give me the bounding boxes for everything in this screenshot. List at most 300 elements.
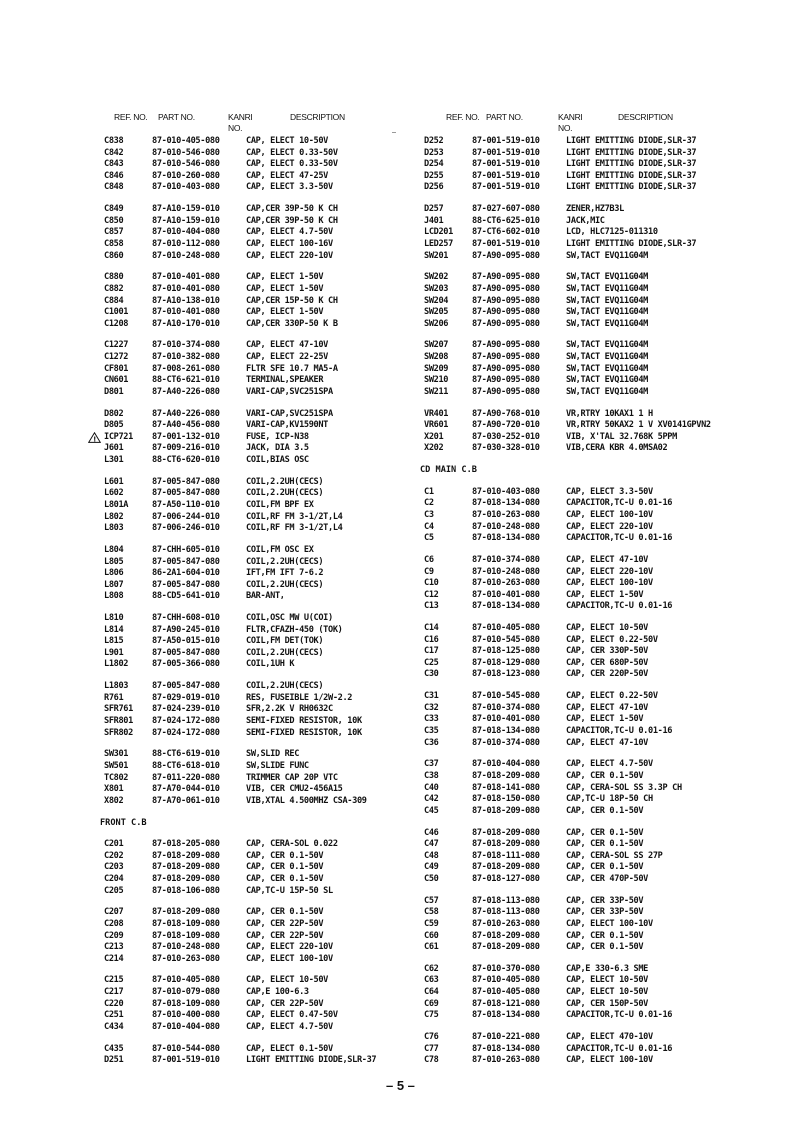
description: CAP, ELECT 0.1-50V: [246, 1043, 333, 1054]
parts-group: [104, 975, 424, 1033]
description: SW,SLIDE FUNC: [246, 761, 309, 771]
parts-row: [93, 431, 424, 444]
ref-no: C9: [424, 566, 434, 577]
ref-no: C434: [104, 1021, 124, 1032]
ref-no: L810: [104, 613, 124, 624]
ref-no: SFR801: [104, 716, 133, 727]
description: CAP, CER 330P-50V: [566, 646, 649, 657]
parts-row: [424, 227, 744, 239]
ref-no: C213: [104, 942, 124, 953]
description: SW,TACT EVQ11G04M: [566, 340, 649, 351]
part-no: 87-001-519-010: [472, 136, 540, 146]
parts-row: [424, 907, 744, 919]
part-no: 87-010-221-080: [472, 1032, 540, 1043]
warning-triangle-icon: [88, 432, 101, 448]
part-no: 87-018-209-080: [472, 930, 540, 941]
description: CAP,CER 330P-50 K B: [246, 318, 338, 329]
parts-row: [424, 364, 744, 376]
ref-no: C33: [424, 714, 439, 725]
ref-no: C49: [424, 862, 439, 873]
description: SW,TACT EVQ11G04M: [566, 363, 649, 374]
ref-no: C214: [104, 953, 124, 964]
description: CAP, ELECT 100-10V: [566, 578, 653, 589]
description: SW,TACT EVQ11G04M: [566, 307, 649, 318]
part-no: 87-018-134-080: [472, 601, 540, 612]
part-no: 87-018-134-080: [472, 726, 540, 737]
ref-no: X202: [424, 443, 444, 454]
description: CAP, ELECT 100-16V: [246, 238, 333, 249]
ref-no: C63: [424, 975, 439, 986]
description: COIL,2.2UH(CECS): [246, 647, 324, 658]
description: CAP, CERA-SOL SS 3.3P CH: [566, 782, 682, 793]
parts-row: [104, 216, 424, 228]
part-no: 87-018-209-080: [152, 850, 220, 861]
description: COIL,BIAS OSC: [246, 455, 309, 465]
part-no: 87-005-847-080: [152, 556, 220, 567]
description: CAP, ELECT 10-50V: [566, 975, 649, 986]
description: CAP, CER 0.1-50V: [566, 930, 644, 941]
part-no: 87-010-401-080: [472, 714, 540, 725]
description: FLTR,CFAZH-450 (TOK): [246, 624, 343, 635]
parts-row: [424, 159, 744, 171]
ref-no: C76: [424, 1032, 439, 1043]
description: SW,TACT EVQ11G04M: [566, 283, 649, 294]
parts-row: [104, 477, 424, 489]
parts-row: [104, 784, 424, 796]
description: CAPACITOR,TC-U 0.01-16: [566, 1010, 673, 1021]
ref-no: C50: [424, 873, 439, 884]
ref-no: L815: [104, 636, 124, 647]
ref-no: C220: [104, 998, 124, 1009]
description: CAP, ELECT 220-10V: [246, 250, 333, 261]
part-no: 87-001-519-010: [472, 182, 540, 193]
description: FUSE, ICP-N38: [246, 431, 309, 442]
parts-row: [104, 319, 424, 331]
description: CAP,CER 39P-50 K CH: [246, 215, 338, 226]
part-no: 87-024-172-080: [152, 716, 220, 727]
parts-row: [104, 500, 424, 512]
description: CAP,CER 39P-50 K CH: [246, 204, 338, 215]
ref-no: C848: [104, 182, 124, 193]
part-no: 87-010-248-080: [152, 942, 220, 953]
part-no: 87-A90-245-010: [152, 624, 220, 635]
ref-no: C6: [424, 554, 434, 565]
parts-list-right: [420, 136, 744, 1067]
header-description: DESCRIPTION: [290, 112, 345, 122]
section-title: CD MAIN C.B: [420, 465, 477, 476]
ref-no: L1803: [104, 681, 129, 692]
part-no: 87-018-125-080: [472, 646, 540, 657]
ref-no: L805: [104, 556, 124, 567]
description: CAP,E 330-6.3 SME: [566, 963, 649, 974]
part-no: 87-010-260-080: [152, 170, 220, 181]
ref-no: L808: [104, 591, 124, 602]
parts-row: [104, 251, 424, 263]
part-no: 87-010-403-080: [472, 486, 540, 497]
ref-no: SW203: [424, 283, 449, 294]
ref-no: C59: [424, 918, 439, 929]
parts-row: [424, 296, 744, 308]
parts-row: [424, 828, 744, 840]
ref-no: J401: [424, 215, 444, 226]
parts-row: [104, 1055, 424, 1067]
part-no: 87-010-403-080: [152, 182, 220, 193]
ref-no: C857: [104, 227, 124, 238]
ref-no: R761: [104, 692, 124, 703]
parts-row: [424, 239, 744, 251]
description: CAP, ELECT 4.7-50V: [246, 1021, 333, 1032]
parts-row: [104, 648, 424, 660]
description: LIGHT EMITTING DIODE,SLR-37: [246, 1055, 377, 1066]
description: COIL,FM OSC EX: [246, 544, 314, 555]
part-no: 87-010-546-080: [152, 159, 220, 170]
part-no: 87-010-404-080: [152, 1021, 220, 1032]
ref-no: X802: [104, 795, 124, 806]
ref-no: C61: [424, 942, 439, 953]
description: SEMI-FIXED RESISTOR, 10K: [246, 716, 362, 727]
parts-row: [424, 555, 744, 567]
parts-row: [424, 623, 744, 635]
part-no: 87-A10-138-010: [152, 295, 220, 306]
parts-row: [424, 896, 744, 908]
description: SW,TACT EVQ11G04M: [566, 375, 649, 386]
part-no: 87-A10-159-010: [152, 204, 220, 215]
parts-row: [104, 227, 424, 239]
ref-no: L601: [104, 476, 124, 487]
parts-row: [104, 761, 424, 773]
part-no: 87-030-328-010: [472, 443, 540, 454]
parts-row: [424, 874, 744, 886]
parts-row: [104, 580, 424, 592]
header-description: DESCRIPTION: [618, 112, 673, 122]
ref-no: C48: [424, 850, 439, 861]
description: CAP, ELECT 220-10V: [566, 566, 653, 577]
part-no: 87-018-121-080: [472, 998, 540, 1009]
description: CAPACITOR,TC-U 0.01-16: [566, 1043, 673, 1054]
parts-group: [424, 759, 744, 817]
part-no: 87-010-401-080: [152, 307, 220, 318]
parts-row: [104, 568, 424, 580]
parts-row: [424, 251, 744, 263]
description: COIL,2.2UH(CECS): [246, 488, 324, 499]
part-no: 87-029-019-010: [152, 692, 220, 703]
description: COIL,RF FM 3-1/2T,L4: [246, 523, 343, 534]
ref-no: C40: [424, 782, 439, 793]
parts-row: [424, 443, 744, 455]
description: CAP, ELECT 0.33-50V: [246, 159, 338, 170]
ref-no: C62: [424, 963, 439, 974]
part-no: 87-A70-061-010: [152, 795, 220, 806]
description: SEMI-FIXED RESISTOR, 10K: [246, 727, 362, 738]
part-no: 87-018-209-080: [472, 942, 540, 953]
description: CAP, CER 22P-50V: [246, 918, 324, 929]
ref-no: L901: [104, 647, 124, 658]
description: CAP, CER 0.1-50V: [566, 839, 644, 850]
part-no: 87-010-263-080: [472, 1055, 540, 1066]
ref-no: C838: [104, 136, 124, 146]
ref-no: C4: [424, 521, 434, 532]
ref-no: C251: [104, 1010, 124, 1021]
parts-group: [104, 1044, 424, 1067]
part-no: 87-018-109-080: [152, 998, 220, 1009]
parts-row: [104, 625, 424, 637]
ref-no: C32: [424, 702, 439, 713]
parts-group: [424, 964, 744, 1022]
parts-row: [104, 886, 424, 898]
description: CAP, CER 22P-50V: [246, 930, 324, 941]
ref-no: C201: [104, 839, 124, 850]
ref-no: SFR761: [104, 704, 133, 715]
part-no: 87-010-401-080: [152, 283, 220, 294]
description: CAP, ELECT 1-50V: [246, 272, 324, 283]
part-no: 87-010-374-080: [152, 340, 220, 351]
part-no: 87-A50-015-010: [152, 636, 220, 647]
description: CAP, CERA-SOL 0.022: [246, 839, 338, 850]
description: CAP, CER 33P-50V: [566, 895, 644, 906]
ref-no: D256: [424, 182, 444, 193]
parts-row: [104, 523, 424, 535]
ref-no: D251: [104, 1055, 124, 1066]
description: IFT,FM IFT 7-6.2: [246, 568, 324, 579]
ref-no: C78: [424, 1055, 439, 1066]
part-no: 87-010-374-080: [472, 554, 540, 565]
parts-row: [104, 591, 424, 603]
part-no: 87-A90-095-080: [472, 295, 540, 306]
ref-no: C42: [424, 794, 439, 805]
part-no: 87-005-847-080: [152, 476, 220, 487]
ref-no: C849: [104, 204, 124, 215]
description: CAP, ELECT 100-10V: [566, 509, 653, 520]
part-no: 87-001-519-010: [472, 159, 540, 170]
ref-no: C3: [424, 509, 434, 520]
parts-row: [104, 999, 424, 1011]
parts-group: [424, 1032, 744, 1067]
parts-group: [104, 340, 424, 398]
parts-row: [104, 636, 424, 648]
part-no: 87-A90-768-010: [472, 408, 540, 419]
description: CAP, CER 470P-50V: [566, 873, 649, 884]
description: CAP, ELECT 10-50V: [246, 136, 329, 146]
description: CAP, CER 0.1-50V: [566, 805, 644, 816]
parts-row: [104, 340, 424, 352]
part-no: 88-CT6-620-010: [152, 455, 220, 465]
parts-row: [424, 919, 744, 931]
description: CAPACITOR,TC-U 0.01-16: [566, 498, 673, 509]
parts-row: [104, 204, 424, 216]
part-no: 87-030-252-010: [472, 431, 540, 442]
parts-row: [424, 987, 744, 999]
parts-row: [424, 182, 744, 194]
parts-row: [424, 590, 744, 602]
part-no: 87-018-134-080: [472, 498, 540, 509]
part-no: 87-010-248-080: [472, 521, 540, 532]
part-no: 87-010-544-080: [152, 1043, 220, 1054]
description: CAP, ELECT 100-10V: [566, 918, 653, 929]
parts-row: [424, 307, 744, 319]
part-no: 87-006-244-010: [152, 511, 220, 522]
parts-group: [93, 408, 424, 467]
description: COIL,2.2UH(CECS): [246, 556, 324, 567]
description: CAP, ELECT 4.7-50V: [246, 227, 333, 238]
parts-row: [424, 862, 744, 874]
part-no: 87-018-209-080: [472, 839, 540, 850]
ref-no: SW211: [424, 386, 449, 397]
ref-no: L807: [104, 579, 124, 590]
ref-no: VR601: [424, 420, 449, 431]
part-no: 87-024-172-080: [152, 727, 220, 738]
description: LCD, HLC7125-011310: [566, 227, 658, 238]
description: JACK, DIA 3.5: [246, 443, 309, 454]
part-no: 87-A90-095-080: [472, 386, 540, 397]
description: CAP, ELECT 100-10V: [566, 1055, 653, 1066]
ref-no: C1001: [104, 307, 129, 318]
ref-no: C30: [424, 669, 439, 680]
part-no: 87-010-248-080: [152, 250, 220, 261]
description: COIL,2.2UH(CECS): [246, 681, 324, 692]
description: COIL,2.2UH(CECS): [246, 476, 324, 487]
parts-row: [104, 512, 424, 524]
part-no: 87-010-405-080: [152, 136, 220, 146]
parts-group: [424, 691, 744, 749]
column-header: [424, 112, 744, 136]
parts-row: [424, 964, 744, 976]
part-no: 87-CHH-608-010: [152, 613, 220, 624]
parts-group: [104, 681, 424, 739]
parts-row: [104, 728, 424, 740]
ref-no: C882: [104, 283, 124, 294]
ref-no: X801: [104, 784, 124, 795]
ref-no: SW201: [424, 250, 449, 261]
ref-no: C884: [104, 295, 124, 306]
part-no: 87-CT6-602-010: [472, 227, 540, 238]
part-no: 87-018-123-080: [472, 669, 540, 680]
parts-row: [424, 432, 744, 444]
parts-group: [104, 749, 424, 807]
ref-no: C2: [424, 498, 434, 509]
description: FLTR SFE 10.7 MA5-A: [246, 363, 338, 374]
part-no: 87-018-209-080: [472, 771, 540, 781]
description: COIL,2.2UH(CECS): [246, 579, 324, 590]
description: TERMINAL,SPEAKER: [246, 375, 324, 386]
parts-row: [104, 1022, 424, 1034]
description: CAP, CER 22P-50V: [246, 998, 324, 1009]
description: SW,TACT EVQ11G04M: [566, 250, 649, 261]
ref-no: C205: [104, 885, 124, 896]
parts-row: [104, 443, 424, 455]
ref-no: C208: [104, 918, 124, 929]
parts-group: [424, 487, 744, 545]
ref-no: CF801: [104, 363, 129, 374]
parts-row: [424, 703, 744, 715]
ref-no: L804: [104, 544, 124, 555]
part-no: 87-001-519-010: [152, 1055, 220, 1066]
header-part-no: PART NO.: [486, 112, 523, 122]
ref-no: C5: [424, 533, 434, 544]
parts-row: [424, 375, 744, 387]
parts-row: [424, 839, 744, 851]
parts-row: [104, 136, 424, 148]
part-no: 87-A90-095-080: [472, 363, 540, 374]
part-no: 87-024-239-010: [152, 704, 220, 715]
description: CAP, ELECT 47-25V: [246, 170, 329, 181]
ref-no: C38: [424, 771, 439, 781]
description: VIB,CERA KBR 4.0MSA02: [566, 443, 668, 454]
part-no: 87-010-263-080: [472, 509, 540, 520]
ref-no: D805: [104, 420, 124, 431]
description: CAP, CER 0.1-50V: [566, 771, 644, 781]
header-kanri: KANRI NO.: [558, 112, 583, 133]
ref-no: C858: [104, 238, 124, 249]
description: SW,TACT EVQ11G04M: [566, 386, 649, 397]
parts-row: [424, 510, 744, 522]
part-no: 87-A40-226-080: [152, 408, 220, 419]
ref-no: L801A: [104, 499, 129, 510]
description: LIGHT EMITTING DIODE,SLR-37: [566, 170, 697, 181]
part-no: 87-001-519-010: [472, 238, 540, 249]
part-no: 87-005-366-080: [152, 659, 220, 670]
parts-group: [424, 340, 744, 398]
part-no: 87-018-113-080: [472, 895, 540, 906]
parts-row: [424, 522, 744, 534]
ref-no: D253: [424, 147, 444, 158]
parts-row: [104, 931, 424, 943]
part-no: 87-010-405-080: [152, 975, 220, 986]
header-part-no: PART NO.: [158, 112, 195, 122]
part-no: 87-018-205-080: [152, 839, 220, 850]
parts-group: [424, 272, 744, 330]
parts-row: [104, 954, 424, 966]
part-no: 87-CHH-605-010: [152, 544, 220, 555]
ref-no: D257: [424, 204, 444, 215]
description: COIL,RF FM 3-1/2T,L4: [246, 511, 343, 522]
parts-row: [424, 136, 744, 148]
part-no: 88-CT6-621-010: [152, 375, 220, 386]
description: CAP, CER 150P-50V: [566, 998, 649, 1009]
parts-row: [104, 919, 424, 931]
ref-no: C17: [424, 646, 439, 657]
parts-row: [424, 1010, 744, 1022]
part-no: 87-018-209-080: [472, 805, 540, 816]
description: CAP, ELECT 1-50V: [566, 714, 644, 725]
ref-no: C35: [424, 726, 439, 737]
part-no: 88-CT6-618-010: [152, 761, 220, 771]
description: CAPACITOR,TC-U 0.01-16: [566, 533, 673, 544]
description: COIL,FM BPF EX: [246, 499, 314, 510]
parts-row: [104, 272, 424, 284]
parts-row: [424, 794, 744, 806]
part-no: 87-A40-226-080: [152, 386, 220, 397]
parts-row: [424, 319, 744, 331]
parts-row: [104, 987, 424, 999]
parts-row: [424, 771, 744, 783]
part-no: 87-018-106-080: [152, 885, 220, 896]
ref-no: L806: [104, 568, 124, 579]
ref-no: C843: [104, 159, 124, 170]
parts-row: [424, 669, 744, 681]
parts-row: [424, 498, 744, 510]
parts-row: [104, 749, 424, 761]
parts-row: [424, 272, 744, 284]
parts-row: [424, 409, 744, 421]
description: VIB, X'TAL 32.768K 5PPM: [566, 431, 677, 442]
parts-row: [424, 352, 744, 364]
ref-no: D252: [424, 136, 444, 146]
part-no: 87-010-263-080: [472, 578, 540, 589]
parts-row: [104, 942, 424, 954]
part-no: 87-018-134-080: [472, 1043, 540, 1054]
description: CAP, ELECT 0.47-50V: [246, 1010, 338, 1021]
parts-group: [104, 545, 424, 603]
